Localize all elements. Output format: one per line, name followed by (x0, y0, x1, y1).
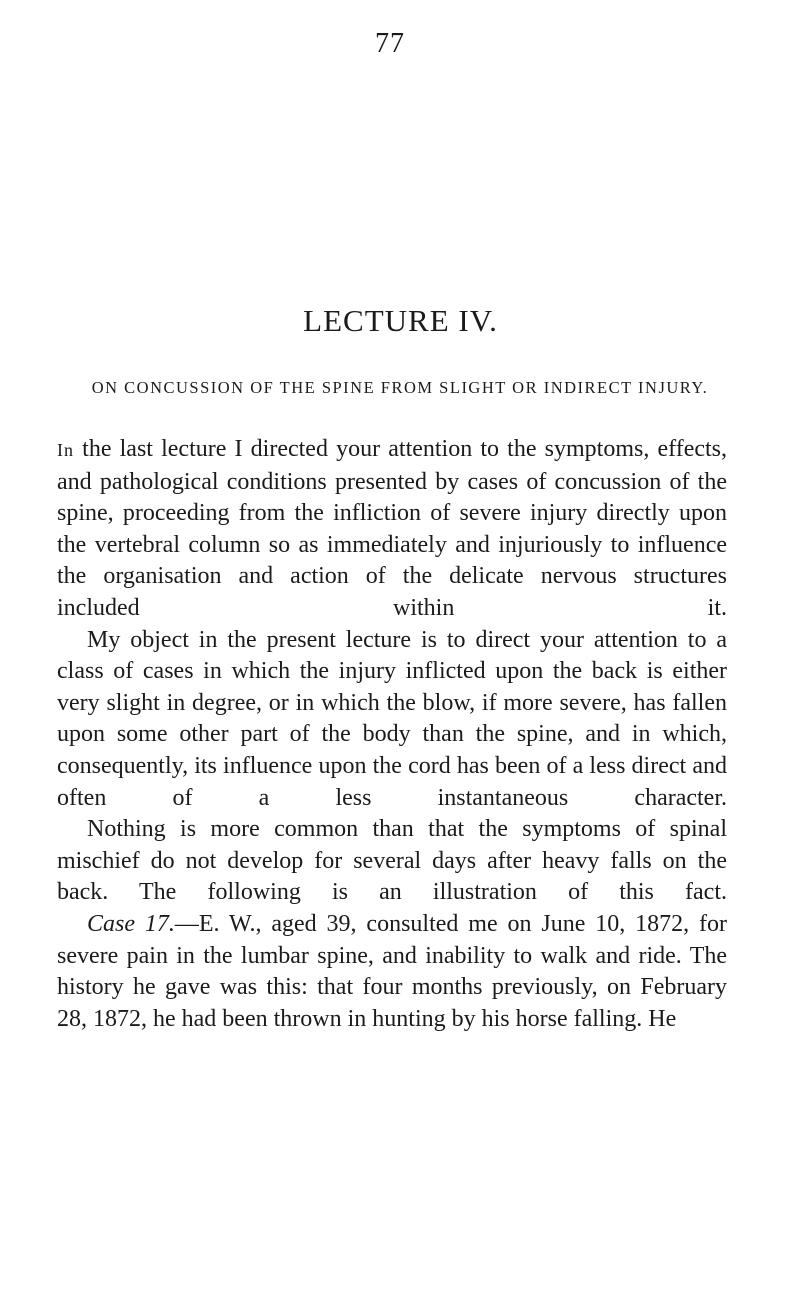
body-text (57, 434, 727, 1035)
paragraph-1-text: the last lecture I directed your attention to the symptoms, effects, and pathological conditions presented by cases of concussion of the spine, proceeding from the infliction of severe injury directly upon the vertebral column so as immediately and injuriously to influence the organisation and action of the delicate nervous structures included within it. (57, 436, 728, 621)
paragraph-1 (57, 434, 727, 625)
page-number: 77 (375, 28, 405, 59)
paragraph-4-text: —E. W., aged 39, consulted me on June 10, 1872, for severe pain in the lumbar spine, and inability to walk and ride. The history he gave was this: that four months previously, on February 28, 1872, he had been thrown in hunting by his horse falling. He (57, 910, 727, 1032)
paragraph-4 (57, 909, 727, 1035)
paragraph-2: My object in the present lecture is to direct your attention to a class of cases in which the injury inflicted upon the back is either very slight in degree, or in which the blow, if more severe, has fallen upon some other part of the body than the spine, and in which, consequently, its influence upon the cord has been of a less direct and often of a less instantaneous character. (57, 626, 727, 811)
lecture-subtitle: ON CONCUSSION OF THE SPINE FROM SLIGHT OR INDIRECT INJURY. (91, 378, 709, 397)
case-label: Case 17. (87, 910, 175, 937)
paragraph-1-dropcap: In (57, 440, 74, 460)
paragraph-3: Nothing is more common than that the symptoms of spinal mischief do not develop for several days after heavy falls on the back. The following is an illustration of this fact. (57, 816, 727, 906)
lecture-title: LECTURE IV. (303, 303, 498, 338)
